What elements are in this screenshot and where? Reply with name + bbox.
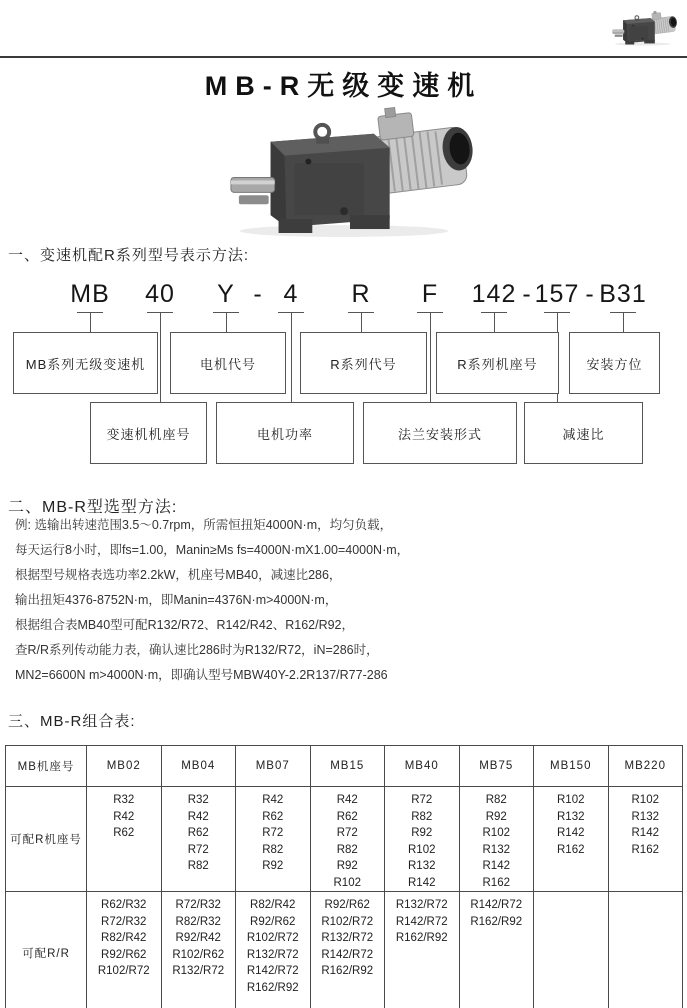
table-cell: R102 R132 R142 R162 <box>608 787 683 892</box>
table-cell: R72/R32 R82/R32 R92/R42 R102/R62 R132/R72 <box>161 892 236 1008</box>
row-rr-combinations <box>6 892 683 1008</box>
connector-b31 <box>623 312 624 332</box>
label-box-mb-series: MB系列无级变速机 <box>13 332 158 394</box>
table-cell: R82/R42 R92/R62 R102/R72 R132/R72 R142/R72 R162/R92 <box>236 892 311 1008</box>
connector-mb <box>90 312 91 332</box>
table-header-row <box>6 746 683 787</box>
table-cell: R132/R72 R142/R72 R162/R92 <box>385 892 460 1008</box>
section3-heading: 三、MB-R组合表: <box>8 713 136 730</box>
code-token-r: R <box>351 280 371 308</box>
table-cell: R142/R72 R162/R92 <box>459 892 534 1008</box>
table-cell <box>608 892 683 1008</box>
code-token-y: Y <box>217 280 235 308</box>
col-header-mb40: MB40 <box>385 746 460 787</box>
section2-heading: 二、MB-R型选型方法: <box>8 499 178 516</box>
col-header-mb220: MB220 <box>608 746 683 787</box>
connector-40 <box>160 312 161 402</box>
table-cell: R102 R132 R142 R162 <box>534 787 609 892</box>
col-header-mb15: MB15 <box>310 746 385 787</box>
table-cell: R72 R82 R92 R102 R132 R142 <box>385 787 460 892</box>
corner-product-thumbnail <box>611 6 677 50</box>
label-box-ratio: 减速比 <box>524 402 643 464</box>
table-cell: R42 R62 R72 R82 R92 <box>236 787 311 892</box>
col-header-mb75: MB75 <box>459 746 534 787</box>
table-cell: R62/R32 R72/R32 R82/R42 R92/R62 R102/R72 <box>87 892 162 1008</box>
table-cell: R42 R62 R72 R82 R92 R102 <box>310 787 385 892</box>
product-photo <box>225 104 473 238</box>
code-token-157: 157 <box>534 280 580 308</box>
table-cell: R32 R42 R62 R72 R82 <box>161 787 236 892</box>
code-token-mb: MB <box>70 280 110 308</box>
col-header-mb150: MB150 <box>534 746 609 787</box>
header-rule <box>0 56 687 58</box>
code-token-dash1: - <box>253 280 263 308</box>
label-box-flange-mount: 法兰安装形式 <box>363 402 517 464</box>
table-cell: R92/R62 R102/R72 R132/R72 R142/R72 R162/R92 <box>310 892 385 1008</box>
example-line: 例: 选输出转速范围3.5～0.7rpm，所需恒扭矩4000N·m，均匀负载， <box>15 518 393 532</box>
connector-r <box>361 312 362 332</box>
code-token-dash2: - <box>522 280 532 308</box>
example-line: MN2=6600N m>4000N·m，即确认型号MBW40Y-2.2R137/R77-286 <box>15 668 388 682</box>
connector-y <box>226 312 227 332</box>
col-header-mb07: MB07 <box>236 746 311 787</box>
label-box-motor-code: 电机代号 <box>170 332 286 394</box>
code-token-142: 142 <box>471 280 517 308</box>
code-token-f: F <box>421 280 439 308</box>
code-token-b31: B31 <box>599 280 647 308</box>
code-token-4: 4 <box>283 280 299 308</box>
example-line: 根据组合表MB40型可配R132/R72、R142/R42、R162/R92， <box>15 618 355 632</box>
table-cell: R32 R42 R62 <box>87 787 162 892</box>
example-line: 根据型号规格表选功率2.2kW，机座号MB40，减速比286， <box>15 568 342 582</box>
label-box-mount-pos: 安装方位 <box>569 332 660 394</box>
label-box-r-series: R系列代号 <box>300 332 427 394</box>
row-r-frames <box>6 787 683 892</box>
connector-142 <box>494 312 495 332</box>
example-line: 查R/R系列传动能力表，确认速比286时为R132/R72，iN=286时， <box>15 643 379 657</box>
corner-header: MB机座号 <box>6 746 87 787</box>
example-line: 输出扭矩4376-8752N·m，即Manin=4376N·m>4000N·m， <box>15 593 338 607</box>
row-r-label: 可配R机座号 <box>6 787 87 892</box>
selection-example-text <box>15 513 635 688</box>
col-header-mb04: MB04 <box>161 746 236 787</box>
label-box-r-frame: R系列机座号 <box>436 332 559 394</box>
label-box-motor-power: 电机功率 <box>216 402 354 464</box>
example-line: 每天运行8小时，即fs=1.00，Manin≥Ms fs=4000N·mX1.00=4000N·m， <box>15 543 410 557</box>
section1-heading: 一、变速机配R系列型号表示方法: <box>8 247 250 264</box>
combination-table <box>5 745 683 1008</box>
col-header-mb02: MB02 <box>87 746 162 787</box>
label-box-variator-frame: 变速机机座号 <box>90 402 207 464</box>
row-rr-label: 可配R/R <box>6 892 87 1008</box>
page-title: MB-R无级变速机 <box>204 71 483 101</box>
connector-f <box>430 312 431 402</box>
code-token-dash3: - <box>585 280 595 308</box>
table-cell: R82 R92 R102 R132 R142 R162 <box>459 787 534 892</box>
code-token-40: 40 <box>145 280 175 308</box>
connector-4 <box>291 312 292 402</box>
table-cell <box>534 892 609 1008</box>
